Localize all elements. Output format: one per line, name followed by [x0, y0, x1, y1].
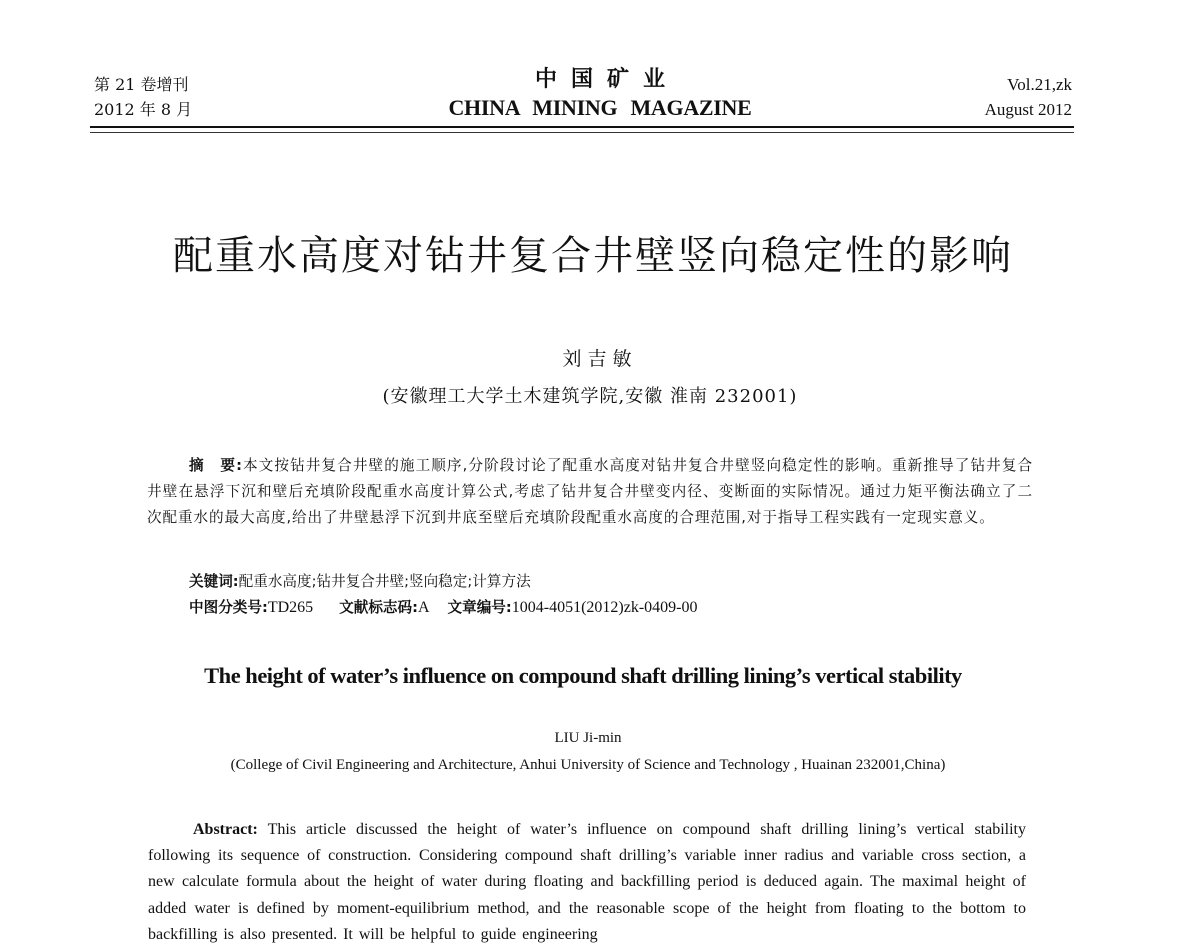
keywords-cn	[189, 569, 531, 595]
author-en: LIU Ji-min	[554, 730, 622, 746]
doc-code-value: A	[417, 599, 430, 616]
volume-cn: 第 21 卷增刊	[94, 75, 189, 94]
affiliation-cn: (安徽理工大学土木建筑学院,安徽 淮南 232001)	[382, 386, 798, 407]
article-title-en: The height of water’s influence on compound shaft drilling lining’s vertical stability	[204, 663, 962, 688]
header-rule-thin	[90, 132, 1074, 133]
affiliation-en: (College of Civil Engineering and Architecture, Anhui University of Science and Technology , Huainan 232001,China)	[230, 757, 946, 773]
clc-value: TD265	[267, 599, 314, 616]
date-cn: 2012 年 8 月	[94, 100, 193, 119]
keywords-label-cn: 关键词:	[189, 573, 239, 590]
abstract-text-en: This article discussed the height of water’s influence on compound shaft drilling lining’s vertical stability following its sequence of construction. Considering compound shaft drilling’s variable inner radius and variable cross section, a new calculate formula about the height of water during floating and backfilling period is deduced again. The maximal height of added water is defined by moment-equilibrium method, and the reasonable scope of the height from floating to the bottom to backfilling is also presented. It will be helpful to guide engineering	[148, 821, 1026, 943]
keywords-text-cn: 配重水高度;钻井复合井壁;竖向稳定;计算方法	[238, 573, 531, 590]
date-en: August 2012	[984, 100, 1072, 119]
doc-code-label: 文献标志码:	[339, 599, 418, 616]
volume-en: Vol.21,zk	[1007, 75, 1072, 94]
article-no-value: 1004-4051(2012)zk-0409-00	[511, 599, 698, 616]
classification-line	[189, 595, 697, 621]
clc-label: 中图分类号:	[189, 599, 268, 616]
running-header-right	[985, 72, 1072, 122]
author-cn: 刘吉敏	[562, 348, 638, 370]
abstract-label-en: Abstract:	[193, 821, 258, 838]
journal-name-en: CHINA MINING MAGAZINE	[448, 95, 752, 120]
abstract-en	[148, 817, 1026, 948]
article-title-cn: 配重水高度对钻井复合井壁竖向稳定性的影响	[173, 233, 1013, 279]
abstract-label-cn: 摘 要:	[189, 457, 243, 474]
journal-name-cn: 中国矿业	[534, 67, 679, 92]
header-rule-thick	[90, 126, 1074, 128]
article-no-label: 文章编号:	[447, 599, 512, 616]
abstract-cn	[147, 453, 1033, 531]
abstract-text-cn: 本文按钻井复合井壁的施工顺序,分阶段讨论了配重水高度对钻井复合井壁竖向稳定性的影响。重新推导了钻井复合井壁在悬浮下沉和壁后充填阶段配重水高度计算公式,考虑了钻井复合井壁变内径、变断面的实际情况。通过力矩平衡法确立了二次配重水的最大高度,给出了井壁悬浮下沉到井底至壁后充填阶段配重水高度的合理范围,对于指导工程实践有一定现实意义。	[147, 457, 1034, 526]
